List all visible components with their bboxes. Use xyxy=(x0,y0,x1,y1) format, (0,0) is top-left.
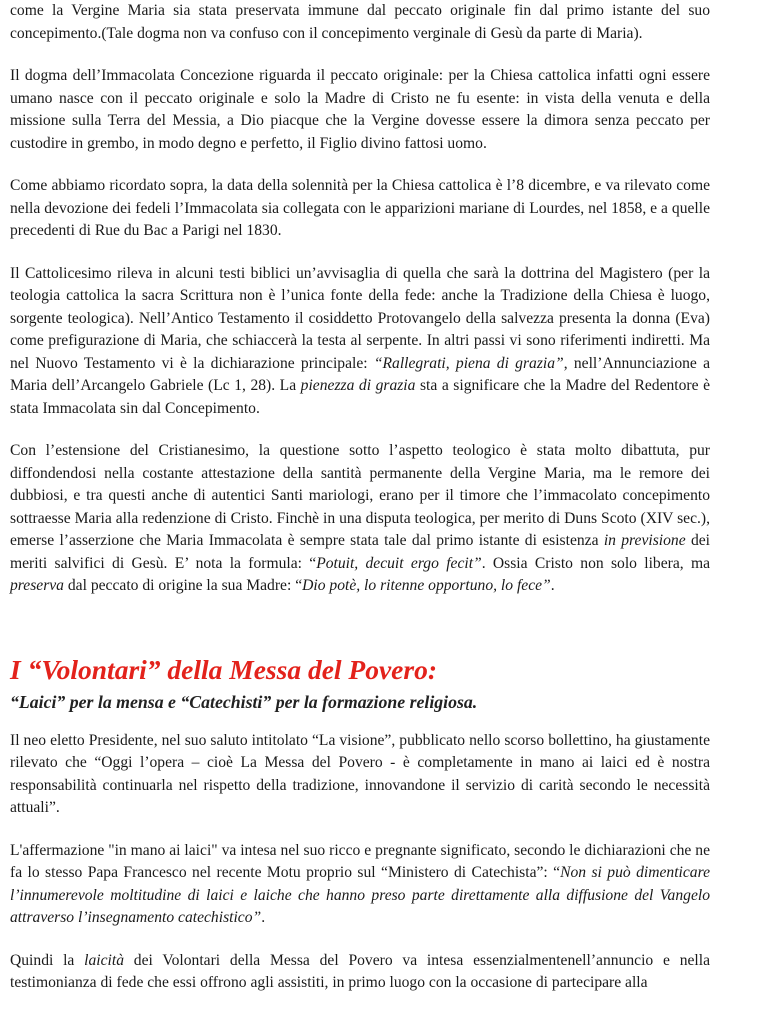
document-page xyxy=(10,0,710,995)
italic-text-run: Dio potè, lo ritenne opportuno, lo fece” xyxy=(302,577,551,594)
text-run: dei Volontari della Messa del Povero va intesa essenzialmentenell’annuncio e nella testimonianza di fede che essi offrono agli assistiti, in primo luogo con la occasione di partecipare alla xyxy=(10,951,711,991)
text-run: . xyxy=(261,909,266,926)
italic-text-run: Potuit, decuit ergo fecit” xyxy=(316,554,482,572)
text-run: Quindi la xyxy=(10,951,85,969)
italic-text-run: pienezza di grazia xyxy=(300,377,416,394)
text-run: . xyxy=(550,577,555,594)
text-run: L'affermazione "in mano ai laici" va intesa nel suo ricco e pregnante significato, secondo le dichiarazioni che ne fa lo stesso Papa Francesco nel recente Motu proprio sul “Ministero di Catechista”: “ xyxy=(10,841,710,881)
paragraph-biblical-texts xyxy=(10,263,710,421)
text-run: , nell’Annunciazione a Maria dell’Arcangelo Gabriele (Lc 1, 28). La xyxy=(10,354,711,394)
body-text-bottom xyxy=(10,730,710,995)
text-run: Il neo eletto Presidente, nel suo saluto intitolato “La visione”, pubblicato nello scorso bollettino, ha giustamente rilevato che “Oggi l’opera – cioè La Messa del Povero - è completamente in mano ai laici ed è nostra responsabilità continuarla nel rispetto della tradizione, innovandone il servizio di carità secondo le necessità attuali”. xyxy=(10,731,710,816)
text-run: Come abbiamo ricordato sopra, la data della solennità per la Chiesa cattolica è l’8 dicembre, e va rilevato come nella devozione dei fedeli l’Immacolata sia collegata con le apparizioni mariane di Lourdes, nel 1858, e a quelle precedenti di Rue du Bac a Parigi nel 1830. xyxy=(10,177,710,239)
body-text-top xyxy=(10,0,710,598)
text-run: dal peccato di origine la sua Madre: “ xyxy=(63,577,303,594)
section-spacer xyxy=(10,618,710,654)
paragraph-president-greeting xyxy=(10,730,710,820)
text-run: Il dogma dell’Immacolata Concezione riguarda il peccato originale: per la Chiesa cattolica infatti ogni essere umano nasce con il peccato originale e solo la Madre di Cristo ne fu esente: in vista della venuta e della missione sulla Terra del Messia, a Dio piacque che la Vergine dovesse essere la dimora senza peccato per custodire in grembo, in modo degno e perfetto, il Figlio divino fattosi uomo. xyxy=(10,67,710,152)
text-run: Il Cattolicesimo rileva in alcuni testi biblici un’avvisaglia di quella che sarà la dottrina del Magistero (per la teologia cattolica la sacra Scrittura non è l’unica fonte della fede: anche la Tradizione della Chiesa è luogo, sorgente teologica). Nell’Antico Testamento il cosiddetto Protovangelo della salvezza presenta la donna (Eva) come prefigurazione di Maria, che schiaccerà la testa al serpente. In altri passi vi sono riferimenti indiretti. Ma nel Nuovo Testamento vi è la dichiarazione principale: xyxy=(10,264,710,372)
italic-text-run: laicità xyxy=(84,951,125,969)
paragraph-immaculate-preservation xyxy=(10,0,710,45)
text-run: dei meriti salvifici di Gesù. E’ nota la formula: “ xyxy=(10,532,710,572)
paragraph-theological-debate xyxy=(10,440,710,598)
paragraph-volunteers-laity xyxy=(10,950,710,995)
paragraph-dogma-original-sin xyxy=(10,65,710,155)
text-run: . Ossia Cristo non solo libera, ma xyxy=(481,554,710,572)
text-run: Con l’estensione del Cristianesimo, la questione sotto l’aspetto teologico è stata molto dibattuta, pur diffondendosi nella costante attestazione della santità permanente della Vergine Maria, ma le remore dei dubbiosi, e tra questi anche di autentici Santi mariologi, erano per il timore che l’immacolato concepimento sottraesse Maria alla redenzione di Cristo. Finchè in una disputa teologica, per merito di Duns Scoto (XIV sec.), emerse l’asserzione che Maria Immacolata è sempre stata tale dal primo istante di esistenza xyxy=(10,442,710,549)
text-run: come la Vergine Maria sia stata preservata immune dal peccato originale fin dal primo istante del suo concepimento.(Tale dogma non va confuso con il concepimento verginale di Gesù da parte di Maria). xyxy=(10,2,710,42)
paragraph-laity-meaning xyxy=(10,840,710,930)
italic-text-run: in previsione xyxy=(603,532,686,549)
section-title: I “Volontari” della Messa del Povero: xyxy=(10,653,438,685)
italic-text-run: preserva xyxy=(10,577,64,594)
italic-text-run: Non si può dimenticare l’innumerevole moltitudine di laici e laiche che hanno preso parte direttamente alla diffusione del Vangelo attraverso l’insegnamento catechistico” xyxy=(10,864,710,926)
paragraph-feast-date-apparitions xyxy=(10,175,710,243)
text-run: sta a significare che la Madre del Redentore è stata Immacolata sin dal Concepimento. xyxy=(10,377,710,417)
section-subtitle: “Laici” per la mensa e “Catechisti” per la formazione religiosa. xyxy=(10,691,478,712)
italic-text-run: “Rallegrati, piena di grazia” xyxy=(373,354,564,372)
